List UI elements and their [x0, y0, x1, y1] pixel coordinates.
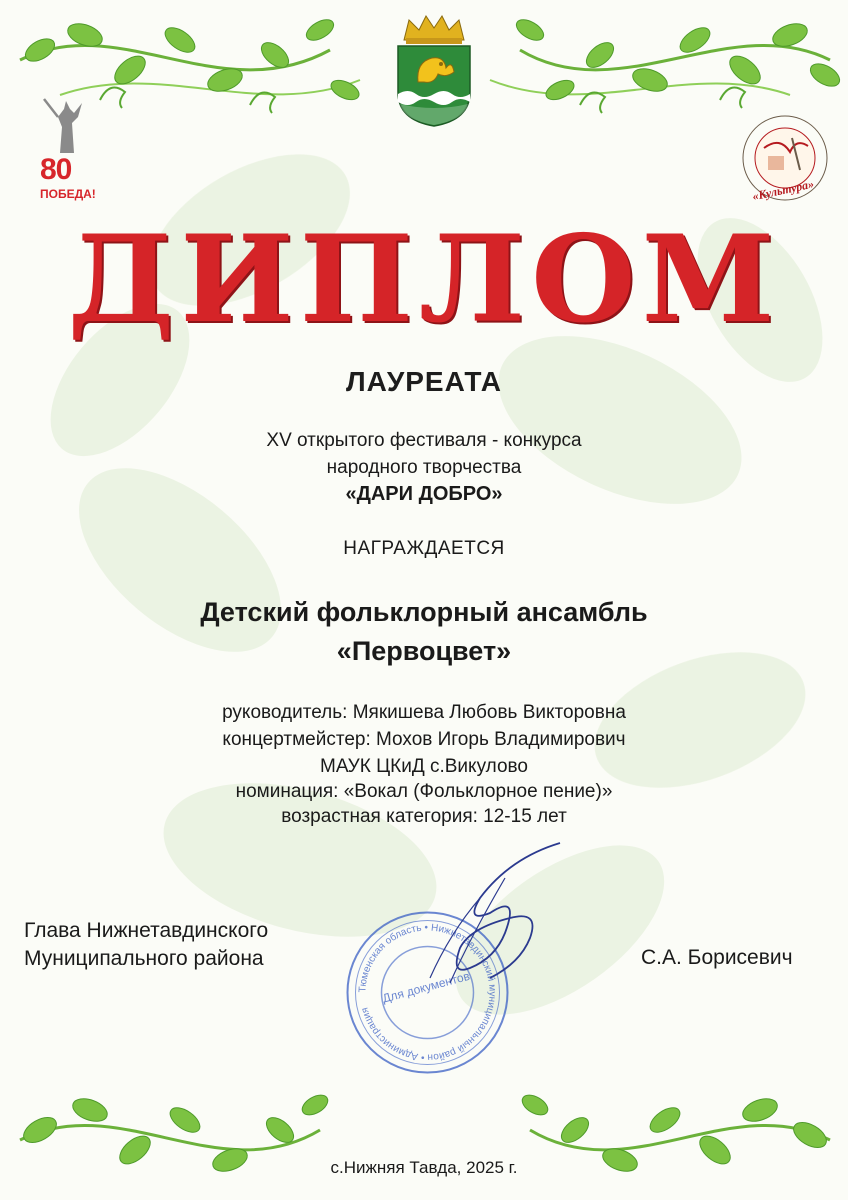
diploma-subtitle: ЛАУРЕАТА — [346, 366, 502, 397]
detail-organization: МАУК ЦКиД с.Викулово — [320, 756, 528, 777]
handwritten-signature — [410, 838, 580, 988]
detail-age-category: возрастная категория: 12-15 лет — [281, 806, 567, 827]
diploma-title: ДИПЛОМ — [67, 209, 781, 350]
detail-nomination: номинация: «Вокал (Фольклорное пение)» — [235, 781, 613, 802]
festival-line-2: народного творчества — [326, 457, 522, 478]
signatory-position-line-2: Муниципального района — [24, 947, 264, 970]
victory-80-logo — [30, 95, 106, 210]
bottom-leaf-garland — [0, 1070, 848, 1200]
district-coat-of-arms — [394, 12, 474, 127]
place-and-date: с.Нижняя Тавда, 2025 г. — [330, 1158, 518, 1177]
detail-supervisor: руководитель: Мякишева Любовь Викторовна — [222, 702, 626, 723]
awarded-label: НАГРАЖДАЕТСЯ — [343, 538, 505, 559]
signatory-position-line-1: Глава Нижнетавдинского — [24, 919, 269, 942]
winner-line-1: Детский фольклорный ансамбль — [200, 597, 648, 627]
signatory-position — [24, 917, 268, 973]
victory-number: 80 — [40, 153, 72, 186]
festival-line-1: XV открытого фестиваля - конкурса — [266, 430, 582, 451]
kultura-name: «Культура» — [751, 176, 816, 204]
victory-word: ПОБЕДА! — [40, 187, 96, 201]
monument-icon — [30, 95, 106, 155]
festival-name: «ДАРИ ДОБРО» — [345, 483, 503, 505]
stamp-center-text: Для документов — [380, 968, 472, 1006]
winner-line-2: «Первоцвет» — [336, 636, 512, 666]
detail-accompanist: концертмейстер: Мохов Игорь Владимирович — [222, 729, 626, 750]
signatory-name: С.А. Борисевич — [641, 946, 793, 969]
stamp-ring-text: Тюменская область • Нижнетавдинский муниципальный район • Администрация — [357, 922, 498, 1063]
